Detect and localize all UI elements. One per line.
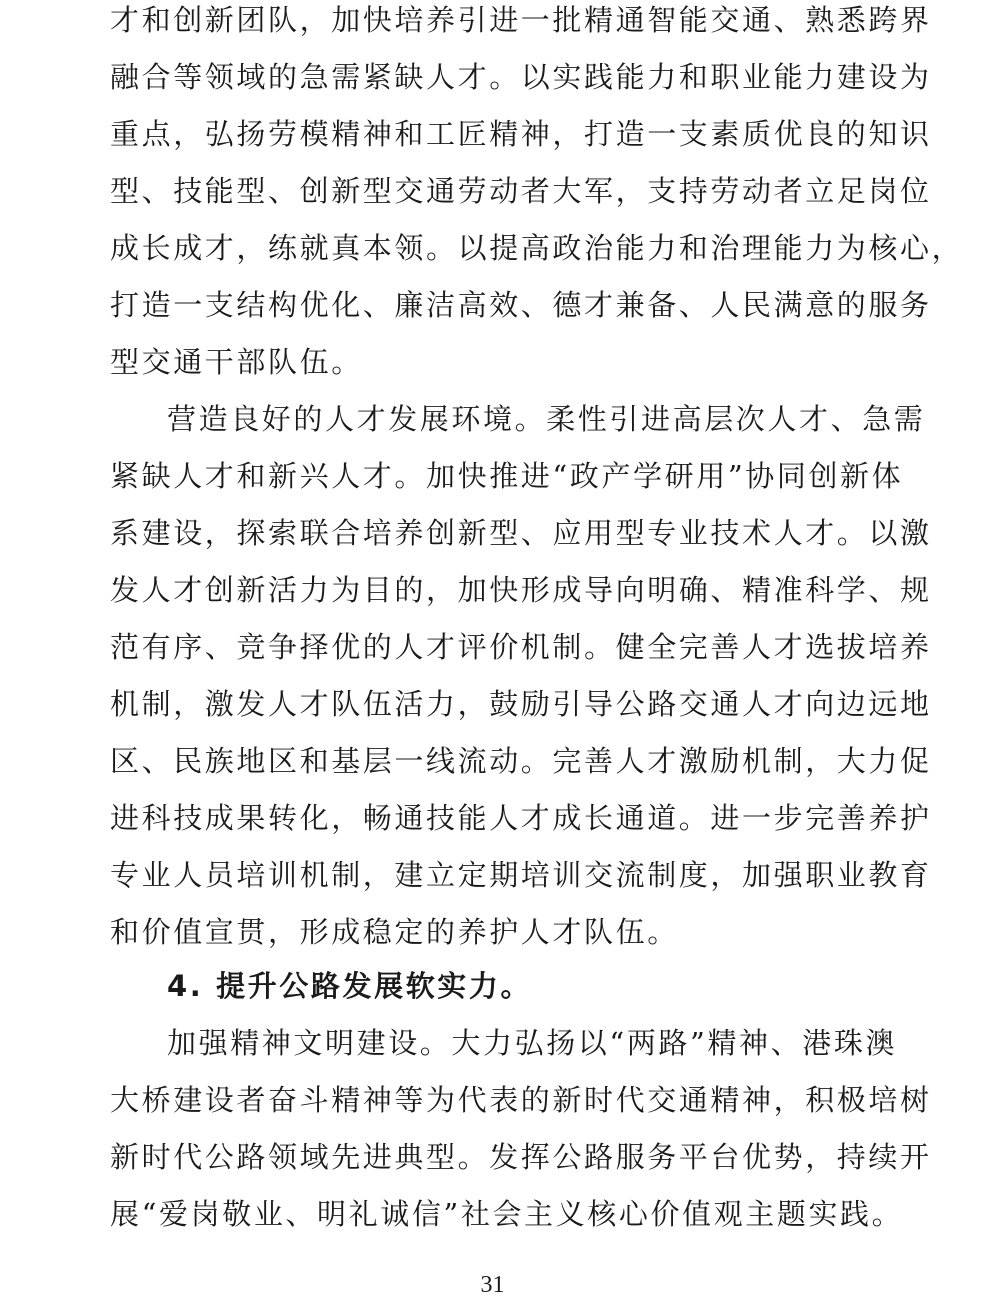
- text-line: 新时代公路领域先进典型。发挥公路服务平台优势，持续开: [110, 1140, 932, 1174]
- text-line: 才和创新团队，加快培养引进一批精通智能交通、熟悉跨界: [110, 3, 932, 37]
- text-line: 重点，弘扬劳模精神和工匠精神，打造一支素质优良的知识: [110, 117, 932, 151]
- page-number: 31: [480, 1272, 505, 1298]
- text-line: 机制，激发人才队伍活力，鼓励引导公路交通人才向边远地: [110, 687, 932, 721]
- text-line: 展“爱岗敬业、明礼诚信”社会主义核心价值观主题实践。: [110, 1197, 904, 1231]
- text-line: 和价值宣贯，形成稳定的养护人才队伍。: [110, 915, 679, 949]
- text-line: 打造一支结构优化、廉洁高效、德才兼备、人民满意的服务: [110, 288, 932, 322]
- paragraph-start-line: 加强精神文明建设。大力弘扬以“两路”精神、港珠澳: [167, 1026, 898, 1060]
- paragraph-start-line: 营造良好的人才发展环境。柔性引进高层次人才、急需: [167, 402, 926, 436]
- text-line: 范有序、竞争择优的人才评价机制。健全完善人才选拔培养: [110, 630, 932, 664]
- text-line: 进科技成果转化，畅通技能人才成长通道。进一步完善养护: [110, 801, 932, 835]
- text-line: 型交通干部队伍。: [110, 345, 363, 379]
- text-line: 紧缺人才和新兴人才。加快推进“政产学研用”协同创新体: [110, 459, 904, 493]
- text-line: 大桥建设者奋斗精神等为代表的新时代交通精神，积极培树: [110, 1083, 932, 1117]
- section-heading: 4. 提升公路发展软实力。: [167, 969, 533, 1003]
- text-line: 发人才创新活力为目的，加快形成导向明确、精准科学、规: [110, 573, 932, 607]
- text-line: 融合等领域的急需紧缺人才。以实践能力和职业能力建设为: [110, 60, 932, 94]
- text-line: 专业人员培训机制，建立定期培训交流制度，加强职业教育: [110, 858, 932, 892]
- text-line: 区、民族地区和基层一线流动。完善人才激励机制，大力促: [110, 744, 932, 778]
- text-line: 系建设，探索联合培养创新型、应用型专业技术人才。以激: [110, 516, 932, 550]
- text-line: 成长成才，练就真本领。以提高政治能力和治理能力为核心，: [110, 231, 964, 265]
- text-line: 型、技能型、创新型交通劳动者大军，支持劳动者立足岗位: [110, 174, 932, 208]
